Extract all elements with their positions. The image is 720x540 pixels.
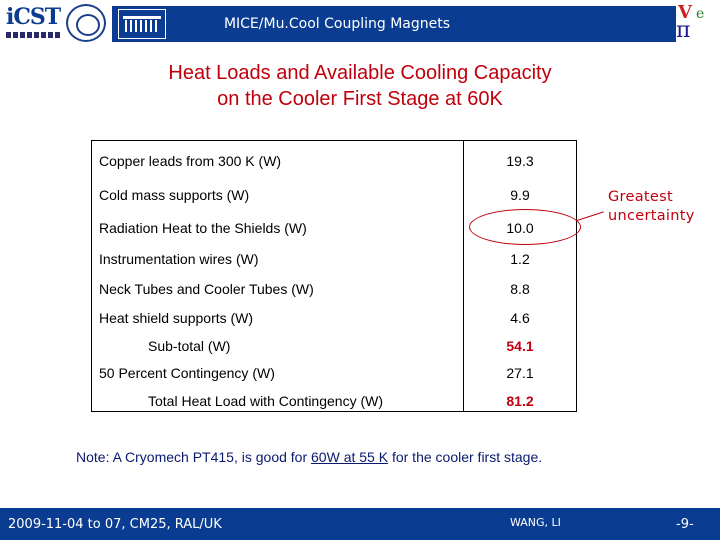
icst-logo (2, 4, 64, 42)
table-row-total (92, 386, 576, 415)
callout-line2: uncertainty (608, 208, 695, 224)
row-value: 10.0 (506, 219, 534, 236)
row-value: 9.9 (510, 186, 530, 203)
footer-bar (0, 508, 720, 540)
row-label: Instrumentation wires (W) (99, 250, 259, 267)
slide-title-line2: on the Cooler First Stage at 60K (217, 88, 503, 110)
note-underlined-spec: 60W at 55 K (311, 449, 389, 465)
table-row (92, 358, 576, 387)
row-value: 81.2 (506, 392, 534, 409)
heat-load-table (91, 140, 577, 412)
slide-title (0, 60, 720, 112)
table-row (92, 303, 576, 332)
table-row (92, 146, 576, 175)
callout-connector-line (577, 211, 604, 221)
row-value: 4.6 (510, 309, 530, 326)
table-row-subtotal (92, 331, 576, 360)
row-label: Neck Tubes and Cooler Tubes (W) (99, 280, 314, 297)
row-label: 50 Percent Contingency (W) (99, 364, 275, 381)
row-label: Heat shield supports (W) (99, 309, 254, 326)
table-row (92, 180, 576, 209)
footer-date-venue: 2009-11-04 to 07, CM25, RAL/UK (8, 516, 222, 532)
row-value: 8.8 (510, 280, 530, 297)
row-value: 54.1 (506, 337, 534, 354)
university-seal-logo (66, 4, 106, 42)
note-prefix: Note: A Cryomech PT415, is good for (76, 449, 312, 465)
table-row (92, 274, 576, 303)
physics-logo: V e π (676, 2, 705, 43)
note-suffix: for the cooler first stage. (388, 449, 543, 465)
page-number: -9- (676, 516, 694, 532)
row-value: 1.2 (510, 250, 530, 267)
slide-title-line1: Heat Loads and Available Cooling Capacity (168, 62, 552, 84)
row-label: Cold mass supports (W) (99, 186, 250, 203)
icst-logo-subtitle-graphic (6, 32, 62, 38)
row-value: 27.1 (506, 364, 534, 381)
row-label: Total Heat Load with Contingency (W) (148, 392, 383, 409)
row-label: Sub-total (W) (148, 337, 231, 354)
callout-line1: Greatest (608, 189, 673, 205)
row-label: Radiation Heat to the Shields (W) (99, 219, 307, 236)
header-bar (0, 0, 720, 44)
icst-logo-text: iCST (6, 4, 61, 30)
table-row (92, 244, 576, 273)
row-value: 19.3 (506, 152, 534, 169)
header-title: MICE/Mu.Cool Coupling Magnets (223, 16, 451, 32)
footer-author: WANG, LI (510, 515, 561, 529)
highlight-ellipse (469, 209, 581, 245)
uncertainty-callout (608, 188, 718, 226)
cooler-note (76, 449, 716, 465)
row-label: Copper leads from 300 K (W) (99, 152, 282, 169)
